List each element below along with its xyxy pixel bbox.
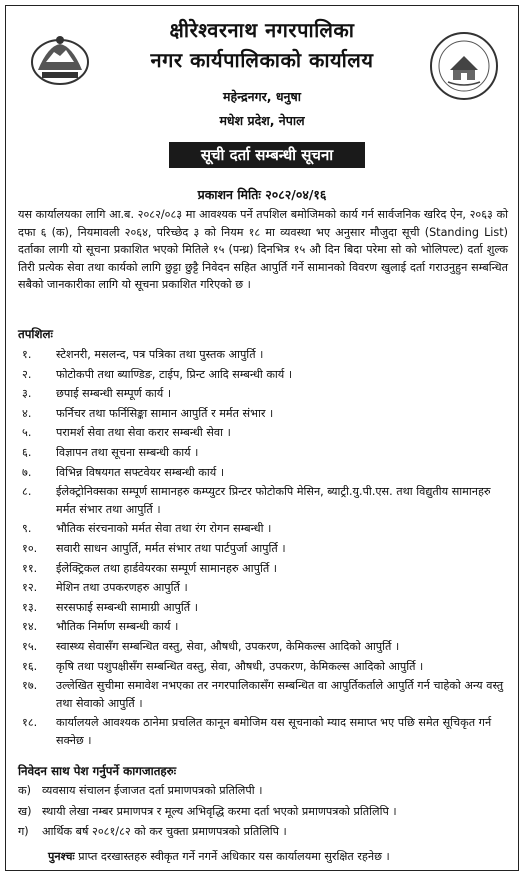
list-item-number: १३. [22, 600, 38, 614]
list-item [6, 638, 520, 656]
list-item-number: ६. [22, 445, 32, 459]
list-item-number: १०. [22, 541, 38, 555]
list-item [6, 424, 520, 442]
list-item [6, 677, 520, 712]
documents-list [6, 782, 520, 844]
document-item [6, 782, 520, 800]
list-item-number: १. [22, 348, 32, 361]
list-item-text: विज्ञापन तथा सूचना सम्बन्धी कार्य । [56, 445, 199, 459]
document-item [6, 803, 520, 821]
list-item [6, 618, 520, 636]
list-item-text: मेशिन तथा उपकरणहरु आपुर्ति । [56, 581, 188, 595]
list-item [6, 346, 520, 364]
list-item [6, 599, 520, 617]
list-item [6, 579, 520, 597]
list-item [6, 444, 520, 462]
list-item-number: १५. [22, 639, 38, 653]
list-item-number: १८. [22, 716, 38, 730]
office-name-line2: नगर कार्यपालिकाको कार्यालय [150, 48, 374, 72]
list-item-number: २. [22, 367, 32, 381]
list-item-text: परामर्श सेवा तथा सेवा करार सम्बन्धी सेवा । [56, 426, 231, 440]
office-address-line2: मधेश प्रदेश, नेपाल [219, 113, 305, 128]
list-item [6, 520, 520, 538]
list-item-text: छपाई सम्बन्धी सम्पूर्ण कार्य । [56, 387, 172, 401]
list-item-text: सरसफाई सम्बन्धी सामाग्री आपुर्ति । [56, 600, 198, 614]
list-item-number: १६. [22, 659, 38, 673]
list-item [6, 483, 520, 518]
list-item-text: उल्लेखित सुचीमा समावेश नभएका तर नगरपालिकासँग सम्बन्धित वा आपुर्तिकर्ताले आपुर्ति गर्न चाहेको अन्य वस्तु तथा सेवाको आपुर्ति । [56, 679, 504, 710]
list-item-number: ३. [22, 387, 32, 401]
list-item-text: ईलेक्ट्रिकल तथा हार्डवेयरका सम्पूर्ण सामानहरु आपुर्ति । [56, 561, 278, 575]
list-item-text: भौतिक संरचनाको मर्मत सेवा तथा रंग रोगन सम्बन्धी । [56, 522, 272, 536]
list-item-text: फोटोकपी तथा ब्याण्डिङ, टाईप, प्रिन्ट आदि सम्बन्धी कार्य । [56, 367, 293, 381]
list-item [6, 540, 520, 558]
list-item-text: विभिन्न विषयगत सफ्टवेयर सम्बन्धी कार्य । [56, 465, 225, 479]
list-item-text: स्टेशनरी, मसलन्द, पत्र पत्रिका तथा पुस्तक आपुर्ति । [56, 348, 264, 361]
notice-page [5, 5, 519, 871]
office-name-line1: क्षीरेश्वरनाथ नगरपालिका [169, 18, 355, 42]
document-item-number: ग) [18, 825, 29, 839]
list-item-number: १७. [22, 679, 38, 693]
service-list [6, 346, 520, 751]
notice-title: सूची दर्ता सम्बन्धी सूचना [169, 142, 365, 168]
documents-label: निवेदन साथ पेश गर्नुपर्ने कागजातहरुः [18, 764, 177, 778]
list-item [6, 405, 520, 423]
document-item-text: स्थायी लेखा नम्बर प्रमाणपत्र र मूल्य अभिवृद्धि करमा दर्ता भएको प्रमाणपत्रको प्रतिलिपि । [42, 804, 397, 818]
list-item-text: ईलेक्ट्रोनिक्सका सम्पूर्ण सामानहरु कम्प्युटर प्रिन्टर फोटोकपि मेसिन, ब्याट्री.यु.पी.एस. तथा विद्युतीय सामानहरु मर्मत संभार तथा आपुर्ति । [56, 485, 491, 516]
document-item-number: ख) [18, 804, 32, 818]
note-text: प्राप्त दरखास्तहरु स्वीकृत गर्ने नगर्ने अधिकार यस कार्यालयमा सुरक्षित रहनेछ । [78, 850, 390, 863]
document-item-text: आर्थिक बर्ष २०८१/८२ को कर चुक्ता प्रमाणपत्रको प्रतिलिपि । [42, 825, 287, 839]
list-item-number: ७. [22, 465, 32, 479]
list-item-text: सवारी साधन आपुर्ति, मर्मत संभार तथा पार्टपुर्जा आपुर्ति । [56, 541, 286, 555]
list-item [6, 658, 520, 676]
list-item-number: ५. [22, 426, 32, 440]
note-label: पुनश्चः [48, 850, 75, 863]
list-item-text: कार्यालयले आवश्यक ठानेमा प्रचलित कानून बमोजिम यस सूचनाको म्याद समाप्त भए पछि समेत सूचिकृत गर्न सक्नेछ । [56, 716, 492, 747]
list-item-number: ९. [22, 522, 32, 536]
document-item [6, 823, 520, 841]
document-item-number: क) [18, 784, 31, 797]
list-item [6, 714, 520, 749]
list-item-number: १२. [22, 581, 38, 595]
list-item [6, 464, 520, 482]
list-item-number: ८. [22, 485, 32, 499]
document-item-text: व्यवसाय संचालन ईजाजत दर्ता प्रमाणपत्रको प्रतिलिपी । [42, 784, 263, 797]
publication-date: प्रकाशन मितिः २०८२/०४/१६ [197, 187, 327, 202]
list-item [6, 560, 520, 578]
intro-paragraph: यस कार्यालयका लागि आ.ब. २०८२/०८३ मा आवश्यक पर्ने तपशिल बमोजिमको कार्य गर्न सार्वजनिक खरिद ऐन, २०६३ को दफा ६ (क), नियमावली २०६४, परिच्छेद ३ को नियम १८ मा व्यवस्था भए अनुसार मौजुदा सूची (Standing List) दर्ताका लागी यो सूचना प्रकाशित भएको मितिले १५ (पन्ध्र) दिनभित्र १५ औ दिन बिदा परेमा सो को भोलिपल्ट) दर्ता शुल्क तिरी प्रत्येक सेवा तथा कार्यको लागि छुट्टा छुट्टै निवेदन सहित आपुर्ति गर्ने सामानको विवरण खुलाई दर्ता गराउनुहुन सम्बन्धित सबैको जानकारीका लागि यो सूचना प्रकाशित गरिएको छ । [18, 208, 508, 292]
list-item-text: स्वास्थ्य सेवासँग सम्बन्धित वस्तु, सेवा, औषधी, उपकरण, केमिकल्स आदिको आपुर्ति । [56, 639, 400, 653]
list-item-number: ४. [22, 406, 32, 420]
list-item-number: १४. [22, 620, 38, 634]
list-item-text: फर्निचर तथा फर्निसिङ्का सामान आपुर्ति र मर्मत संभार । [56, 406, 274, 420]
office-address-line1: महेन्द्रनगर, धनुषा [223, 89, 301, 104]
note [48, 849, 508, 864]
list-item [6, 385, 520, 403]
list-item-number: ११. [22, 561, 38, 575]
list-item-text: भौतिक निर्माण सम्बन्धी कार्य । [56, 620, 179, 634]
list-item-text: कृषि तथा पशुपक्षीसँग सम्बन्धित वस्तु, सेवा, औषधी, उपकरण, केमिकल्स आदिको आपुर्ति । [56, 659, 424, 673]
details-label: तपशिलः [18, 327, 53, 341]
list-item [6, 366, 520, 384]
